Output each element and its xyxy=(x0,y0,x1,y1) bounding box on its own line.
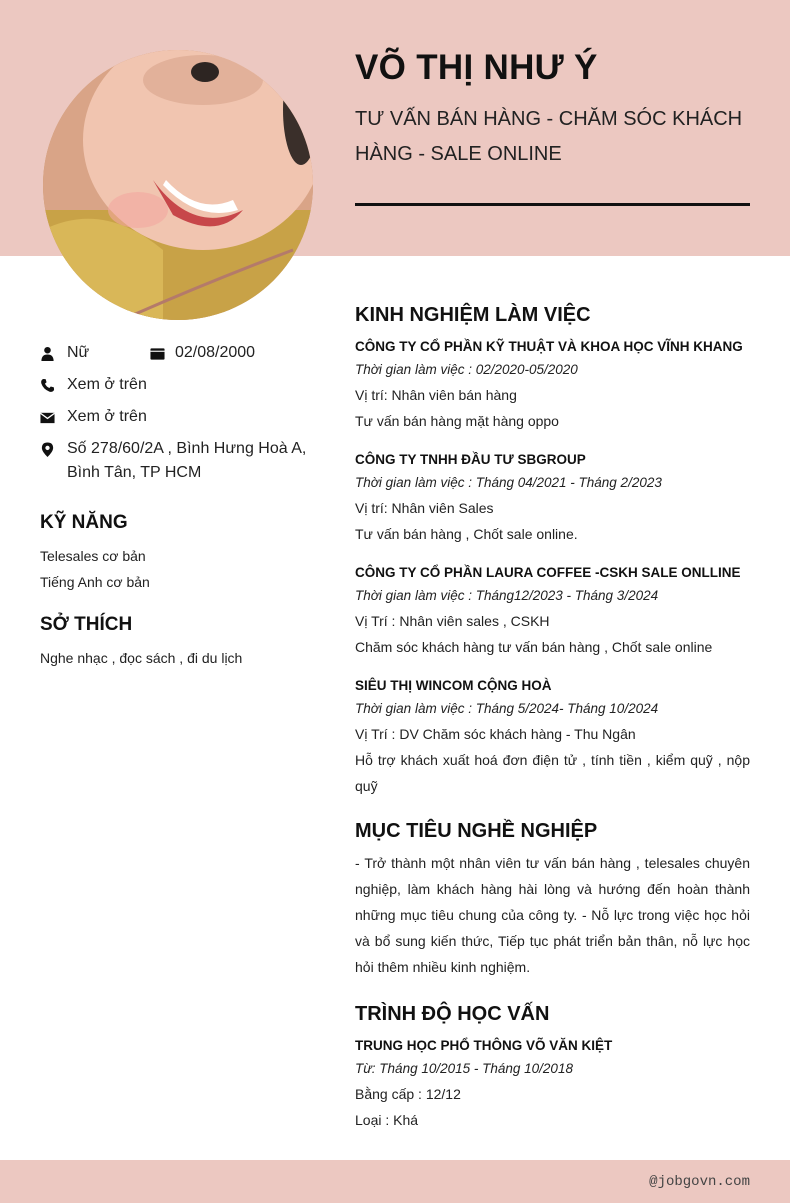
degree: Bằng cấp : 12/12 xyxy=(355,1086,461,1102)
email-value: Xem ở trên xyxy=(67,408,147,425)
rank: Loại : Khá xyxy=(355,1112,419,1128)
title-divider xyxy=(355,203,750,206)
gender-value: Nữ xyxy=(67,344,90,361)
address-row xyxy=(40,437,320,485)
job-position: Vị trí: Nhân viên bán hàng xyxy=(355,387,517,403)
birthdate-value: 02/08/2000 xyxy=(175,344,256,361)
gender-row xyxy=(40,341,89,365)
phone-row xyxy=(40,373,147,397)
job-description: Chăm sóc khách hàng tư vấn bán hàng , Chốt sale online xyxy=(355,639,713,655)
candidate-name: VÕ THỊ NHƯ Ý xyxy=(355,48,598,87)
education-heading: TRÌNH ĐỘ HỌC VẤN xyxy=(355,1003,550,1025)
work-period: Thời gian làm việc : Tháng 04/2021 - Tháng 2/2023 xyxy=(355,475,662,490)
calendar-icon xyxy=(150,341,175,365)
company-name: CÔNG TY TNHH ĐẦU TƯ SBGROUP xyxy=(355,452,586,467)
school-name: TRUNG HỌC PHỔ THÔNG VÕ VĂN KIỆT xyxy=(355,1038,613,1053)
work-period: Thời gian làm việc : 02/2020-05/2020 xyxy=(355,362,578,377)
study-period: Từ: Tháng 10/2015 - Tháng 10/2018 xyxy=(355,1061,573,1076)
objective-heading: MỤC TIÊU NGHỀ NGHIỆP xyxy=(355,820,598,842)
phone-value: Xem ở trên xyxy=(67,376,147,393)
birthdate-row xyxy=(150,341,255,365)
watermark: @jobgovn.com xyxy=(649,1174,750,1190)
job-title: TƯ VẤN BÁN HÀNG - CHĂM SÓC KHÁCH HÀNG - SALE ONLINE xyxy=(355,108,743,165)
job-description: Hỗ trợ khách xuất hoá đơn điện tử , tính tiền , kiểm quỹ , nộp quỹ xyxy=(355,752,750,794)
company-name: SIÊU THỊ WINCOM CỘNG HOÀ xyxy=(355,678,552,693)
skill-item: Tiếng Anh cơ bản xyxy=(40,574,150,590)
email-row xyxy=(40,405,147,429)
experience-heading: KINH NGHIỆM LÀM VIỆC xyxy=(355,304,591,326)
envelope-icon xyxy=(40,405,67,429)
company-name: CÔNG TY CỔ PHẦN LAURA COFFEE -CSKH SALE ONLLINE xyxy=(355,565,741,580)
job-position: Vị Trí : Nhân viên sales , CSKH xyxy=(355,613,550,629)
skill-item: Telesales cơ bản xyxy=(40,548,146,564)
profile-photo xyxy=(43,50,313,320)
job-position: Vị Trí : DV Chăm sóc khách hàng - Thu Ngân xyxy=(355,726,636,742)
job-description: Tư vấn bán hàng , Chốt sale online. xyxy=(355,526,578,542)
skills-heading: KỸ NĂNG xyxy=(40,512,128,533)
work-period: Thời gian làm việc : Tháng 5/2024- Tháng 10/2024 xyxy=(355,701,659,716)
address-value: Số 278/60/2A , Bình Hưng Hoà A, Bình Tân, TP HCM xyxy=(67,440,307,481)
work-period: Thời gian làm việc : Tháng12/2023 - Tháng 3/2024 xyxy=(355,588,659,603)
hobbies-text: Nghe nhạc , đọc sách , đi du lịch xyxy=(40,650,243,666)
phone-icon xyxy=(40,373,67,397)
person-icon xyxy=(40,341,67,365)
job-position: Vị trí: Nhân viên Sales xyxy=(355,500,494,516)
job-description: Tư vấn bán hàng mặt hàng oppo xyxy=(355,413,559,429)
map-pin-icon xyxy=(40,437,67,461)
objective-text: - Trở thành một nhân viên tư vấn bán hàng , telesales chuyên nghiệp, làm khách hàng hài lòng và hướng đến hoàn thành những mục tiêu chung của công ty. - Nỗ lực trong việc học hỏi và bổ sung kiến thức, Tiếp tục phát triển bản thân, nỗ lực học hỏi thêm nhiều kinh nghiệm. xyxy=(355,855,750,975)
company-name: CÔNG TY CỔ PHẦN KỸ THUẬT VÀ KHOA HỌC VĨNH KHANG xyxy=(355,339,743,354)
hobbies-heading: SỞ THÍCH xyxy=(40,614,133,635)
